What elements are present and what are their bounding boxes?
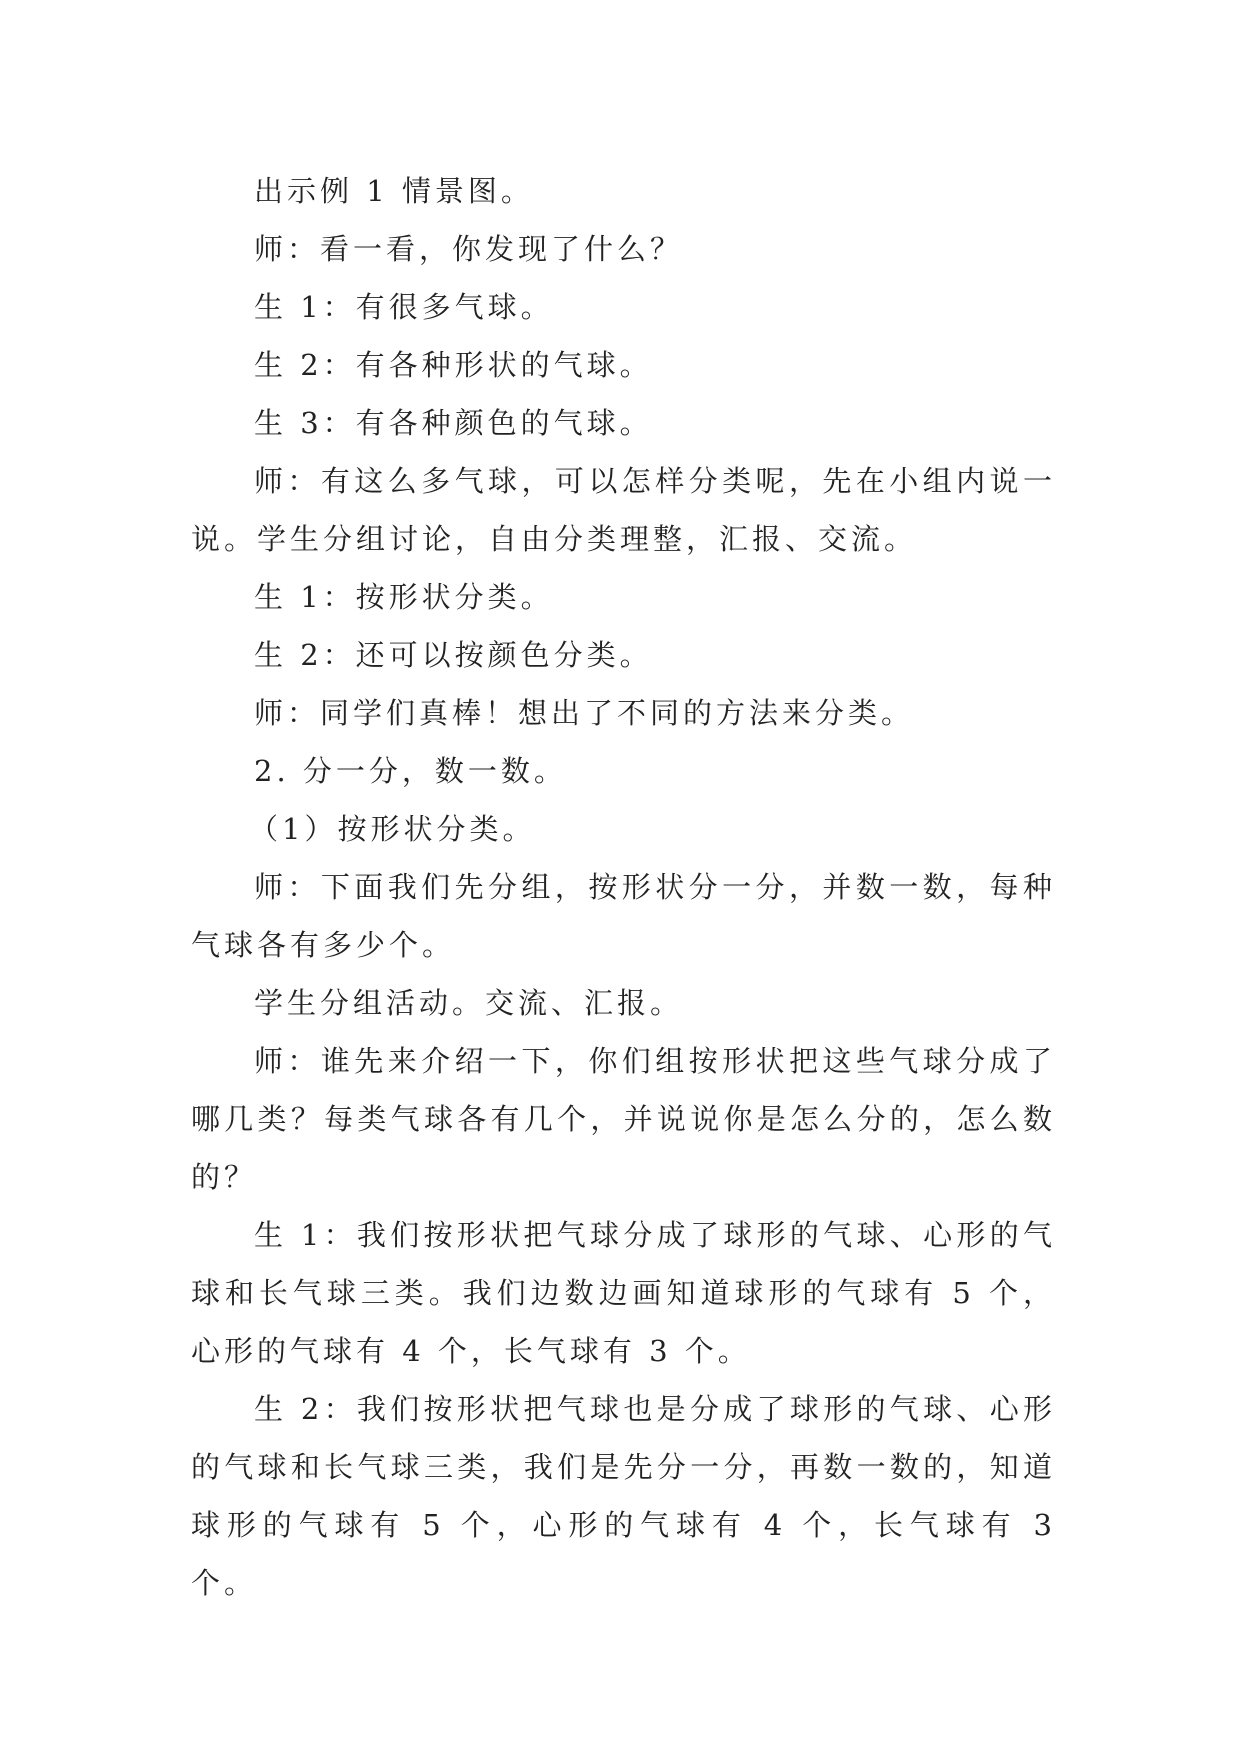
paragraph-2: 师：看一看，你发现了什么？ — [254, 232, 684, 266]
paragraph-6: 师：有这么多气球，可以怎样分类呢，先在小组内说一说。学生分组讨论，自由分类理整，汇报、交流。 — [191, 464, 1056, 556]
paragraph-3: 生 1：有很多气球。 — [254, 290, 554, 324]
paragraph-15: 生 1：我们按形状把气球分成了球形的气球、心形的气球和长气球三类。我们边数边画知道球形的气球有 5 个，心形的气球有 4 个，长气球有 3 个。 — [191, 1218, 1056, 1368]
paragraph-16: 生 2：我们按形状把气球也是分成了球形的气球、心形的气球和长气球三类，我们是先分一分，再数一数的，知道球形的气球有 5 个，心形的气球有 4 个，长气球有 3 个。 — [191, 1392, 1056, 1600]
paragraph-8: 生 2：还可以按颜色分类。 — [254, 638, 653, 672]
document-body — [191, 162, 1056, 1612]
paragraph-5: 生 3：有各种颜色的气球。 — [254, 406, 653, 440]
paragraph-4: 生 2：有各种形状的气球。 — [254, 348, 653, 382]
paragraph-1: 出示例 1 情景图。 — [254, 174, 534, 208]
paragraph-13: 学生分组活动。交流、汇报。 — [254, 986, 684, 1020]
subsection-heading: （1）按形状分类。 — [249, 812, 536, 846]
paragraph-12: 师：下面我们先分组，按形状分一分，并数一数，每种气球各有多少个。 — [191, 870, 1056, 962]
paragraph-7: 生 1：按形状分类。 — [254, 580, 554, 614]
section-heading: 2. 分一分，数一数。 — [254, 754, 567, 788]
paragraph-14: 师：谁先来介绍一下，你们组按形状把这些气球分成了哪几类？每类气球各有几个，并说说你是怎么分的，怎么数的？ — [191, 1044, 1056, 1194]
paragraph-9: 师：同学们真棒！想出了不同的方法来分类。 — [254, 696, 915, 730]
